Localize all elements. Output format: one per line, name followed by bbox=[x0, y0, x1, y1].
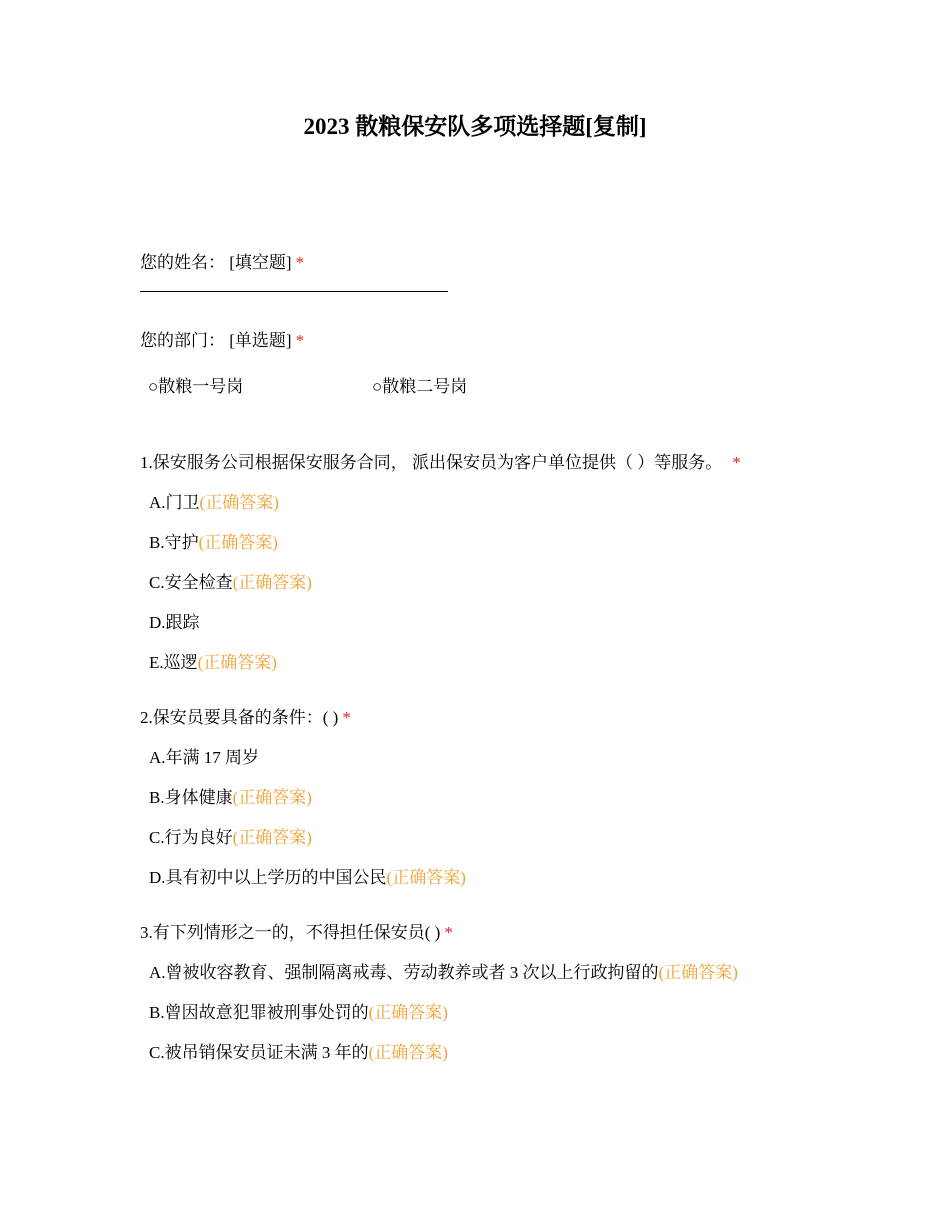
option-text: A.门卫 bbox=[149, 493, 200, 512]
option-text: C.行为良好 bbox=[149, 828, 233, 847]
option-text: D.跟踪 bbox=[149, 613, 200, 632]
required-mark: * bbox=[732, 453, 741, 472]
correct-answer-mark: (正确答案) bbox=[199, 493, 279, 512]
option-list bbox=[149, 491, 840, 675]
option-text: A.曾被收容教育、强制隔离戒毒、劳动教养或者 3 次以上行政拘留的 bbox=[149, 963, 659, 982]
question-title bbox=[140, 706, 840, 730]
question-1 bbox=[140, 451, 840, 675]
option-item[interactable] bbox=[149, 491, 840, 515]
correct-answer-mark: (正确答案) bbox=[232, 788, 312, 807]
option-item[interactable] bbox=[149, 786, 840, 810]
name-input-line[interactable] bbox=[140, 291, 448, 292]
question-title bbox=[140, 451, 840, 475]
option-item[interactable] bbox=[149, 961, 840, 985]
correct-answer-mark: (正确答案) bbox=[232, 573, 312, 592]
question-title-text: 2.保安员要具备的条件：( ) bbox=[140, 708, 339, 727]
option-text: E.巡逻 bbox=[149, 653, 198, 672]
question-title bbox=[140, 921, 840, 945]
dept-field-label-text: 您的部门： [单选题] bbox=[140, 331, 292, 350]
option-item[interactable] bbox=[149, 571, 840, 595]
option-item[interactable] bbox=[149, 531, 840, 555]
option-item[interactable] bbox=[149, 1041, 840, 1065]
option-item[interactable] bbox=[149, 651, 840, 675]
option-text: A.年满 17 周岁 bbox=[149, 748, 260, 767]
option-item[interactable] bbox=[149, 826, 840, 850]
dept-field-label bbox=[140, 329, 840, 353]
option-text: B.曾因故意犯罪被刑事处罚的 bbox=[149, 1003, 369, 1022]
question-title-text: 3.有下列情形之一的，不得担任保安员( ) bbox=[140, 923, 441, 942]
name-field-label bbox=[140, 251, 840, 275]
dept-option-2[interactable]: ○散粮二号岗 bbox=[372, 377, 468, 396]
required-mark: * bbox=[444, 923, 453, 942]
option-list bbox=[149, 746, 840, 890]
correct-answer-mark: (正确答案) bbox=[386, 868, 466, 887]
correct-answer-mark: (正确答案) bbox=[658, 963, 738, 982]
correct-answer-mark: (正确答案) bbox=[232, 828, 312, 847]
dept-options bbox=[148, 375, 840, 399]
question-3 bbox=[140, 921, 840, 1065]
option-item[interactable] bbox=[149, 1001, 840, 1025]
correct-answer-mark: (正确答案) bbox=[198, 533, 278, 552]
required-mark: * bbox=[342, 708, 351, 727]
required-mark: * bbox=[295, 331, 305, 350]
correct-answer-mark: (正确答案) bbox=[368, 1003, 448, 1022]
option-text: B.身体健康 bbox=[149, 788, 233, 807]
option-text: D.具有初中以上学历的中国公民 bbox=[149, 868, 387, 887]
option-item[interactable] bbox=[149, 866, 840, 890]
page-title: 2023 散粮保安队多项选择题[复制] bbox=[303, 114, 647, 139]
required-mark: * bbox=[295, 253, 305, 272]
option-text: C.被吊销保安员证未满 3 年的 bbox=[149, 1043, 369, 1062]
option-item[interactable] bbox=[149, 746, 840, 770]
question-2 bbox=[140, 706, 840, 890]
option-text: C.安全检查 bbox=[149, 573, 233, 592]
document-body bbox=[140, 251, 840, 1065]
question-title-text: 1.保安服务公司根据保安服务合同， 派出保安员为客户单位提供（ ）等服务。 bbox=[140, 453, 723, 472]
option-list bbox=[149, 961, 840, 1065]
dept-option-1[interactable]: ○散粮一号岗 bbox=[148, 377, 244, 396]
correct-answer-mark: (正确答案) bbox=[197, 653, 277, 672]
option-item[interactable] bbox=[149, 611, 840, 635]
name-field-label-text: 您的姓名： [填空题] bbox=[140, 253, 292, 272]
option-text: B.守护 bbox=[149, 533, 199, 552]
correct-answer-mark: (正确答案) bbox=[368, 1043, 448, 1062]
